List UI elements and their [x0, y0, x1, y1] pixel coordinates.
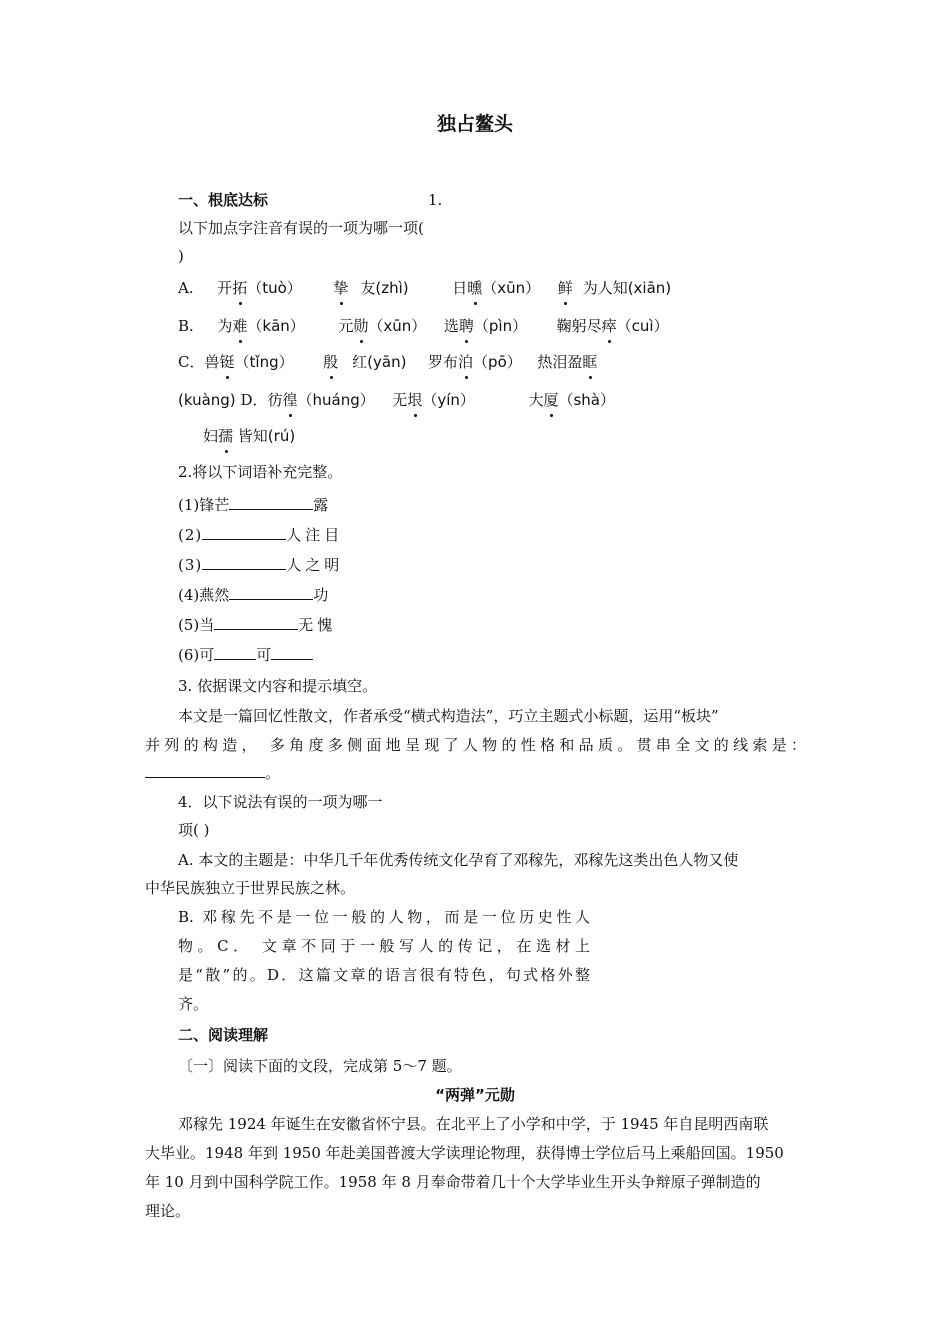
dotted-char: 厦: [543, 391, 559, 409]
pinyin: （pìn）: [473, 317, 528, 335]
option-text: 彷: [267, 391, 283, 409]
fill-blank[interactable]: [214, 614, 298, 630]
dotted-char: 鲜: [557, 279, 573, 297]
question-4-stem-line-2: 项( ): [178, 821, 210, 839]
dotted-char: 挚: [333, 279, 349, 297]
fill-blank[interactable]: [271, 644, 313, 660]
option-text: 为人知(xiān): [582, 279, 672, 297]
fill-blank[interactable]: [229, 494, 313, 510]
pinyin: 皆知(rú): [233, 427, 296, 445]
item-text: (1)锋芒: [178, 496, 230, 514]
option-text: 为: [217, 317, 233, 335]
q1-option-a: [178, 278, 671, 298]
q4-option-b-line-3: 是“散”的。D．这篇文章的语言很有特色，句式格外整: [178, 966, 590, 984]
dotted-char: 铤: [219, 353, 235, 371]
dotted-char: 瘁: [601, 317, 617, 335]
dotted-char: 难: [232, 317, 248, 335]
dotted-char: 孺: [218, 427, 234, 445]
option-text: 日: [452, 279, 468, 297]
option-text: 鞠躬尽: [556, 317, 602, 335]
pinyin: （shà）: [558, 391, 615, 409]
dotted-char: 曛: [467, 279, 483, 297]
fill-blank[interactable]: [202, 554, 286, 570]
item-text: 可: [256, 646, 272, 664]
q2-item-1: [178, 494, 328, 515]
question-3-stem: 3. 依据课文内容和提示填空。: [178, 677, 378, 695]
pinyin: （yín）: [422, 391, 475, 409]
fill-blank[interactable]: [214, 644, 256, 660]
question-1-stem: 以下加点字注音有误的一项为哪一项(: [178, 219, 424, 237]
fill-blank[interactable]: [202, 524, 286, 540]
pinyin: （cuì）: [616, 317, 669, 335]
item-text: (5)当: [178, 616, 215, 634]
dotted-char: 殷: [323, 353, 339, 371]
q4-option-a-line-2: 中华民族独立于世界民族之林。: [145, 879, 356, 897]
q3-paragraph-line-1: 本文是一篇回忆性散文，作者承受“横式构造法”，巧立主题式小标题，运用“板块”: [178, 707, 719, 725]
dotted-char: 勋: [353, 317, 369, 335]
option-text: 兽: [204, 353, 220, 371]
dotted-char: 徨: [282, 391, 298, 409]
reading-paragraph-line-2: 大毕业。1948 年到 1950 年赴美国普渡大学读理论物理，获得博士学位后马上乘船回国。1950: [145, 1144, 784, 1162]
pinyin: （tǐng）: [234, 353, 294, 371]
q1-option-d: [178, 390, 615, 410]
q3-answer-line: [145, 762, 280, 783]
pinyin: （tuò）: [247, 279, 302, 297]
q2-item-3: [178, 554, 343, 575]
q4-option-b-line-4: 齐。: [178, 995, 209, 1013]
pinyin: （huáng）: [297, 391, 375, 409]
pinyin: （kān）: [247, 317, 305, 335]
item-text: (4)燕然: [178, 586, 230, 604]
q1-option-d-cont: [203, 426, 295, 446]
q3-paragraph-line-2: 并列的构造， 多角度多侧面地呈现了人物的性格和品质。贯串全文的线索是：: [145, 736, 807, 754]
page-title: 独占鳌头: [436, 113, 513, 135]
option-text: 友(zhì): [360, 279, 409, 297]
dotted-char: 聘: [458, 317, 474, 335]
q4-option-b-line-1: B. 邓稼先不是一位一般的人物，而是一位历史性人: [178, 908, 590, 926]
pinyin: （xūn）: [368, 317, 427, 335]
question-2-stem: 2.将以下词语补充完整。: [178, 463, 343, 481]
dotted-char: 眶: [582, 353, 598, 371]
pinyin: （xūn）: [482, 279, 541, 297]
q1-option-b: [178, 316, 669, 336]
option-text: 开: [217, 279, 233, 297]
section-heading-2: 二、阅读理解: [178, 1026, 269, 1044]
question-1-stem-close: ): [178, 247, 184, 265]
reading-paragraph-line-1: 邓稼先 1924 年诞生在安徽省怀宁县。在北平上了小学和中学，于 1945 年自昆明西南联: [178, 1115, 769, 1133]
item-text: 人注目: [286, 526, 344, 544]
option-text: 红(yān): [352, 353, 407, 371]
option-text: 大: [528, 391, 544, 409]
option-text: 选: [443, 317, 459, 335]
q2-item-4: [178, 584, 328, 605]
item-text: 露: [313, 496, 329, 514]
q2-item-6: [178, 644, 313, 665]
reading-intro: 〔一〕阅读下面的文段，完成第 5～7 题。: [178, 1057, 462, 1075]
option-text: 妇: [203, 427, 219, 445]
option-text: 罗布: [428, 353, 459, 371]
reading-paragraph-line-4: 理论。: [145, 1202, 191, 1220]
option-label: B.: [178, 317, 194, 335]
fill-blank[interactable]: [145, 762, 265, 778]
dotted-char: 垠: [407, 391, 423, 409]
item-text: (6)可: [178, 646, 215, 664]
option-text: 元: [338, 317, 354, 335]
item-text: 无愧: [298, 616, 337, 634]
option-text: 热泪盈: [537, 353, 583, 371]
option-label: C．: [178, 353, 205, 371]
reading-paragraph-line-3: 年 10 月到中国科学院工作。1958 年 8 月奉命带着几十个大学毕业生开头争辩原子弹制造的: [145, 1173, 761, 1191]
fill-blank[interactable]: [229, 584, 313, 600]
option-text: 无: [392, 391, 408, 409]
q4-option-a-line-1: A. 本文的主题是：中华几千年优秀传统文化孕育了邓稼先，邓稼先这类出色人物又使: [178, 851, 739, 869]
q1-option-c: [178, 352, 597, 372]
item-text: (2): [178, 526, 203, 544]
item-text: 功: [313, 586, 329, 604]
dotted-char: 拓: [232, 279, 248, 297]
option-label: A.: [178, 279, 194, 297]
pinyin: (kuàng): [178, 391, 236, 409]
q2-item-2: [178, 524, 343, 545]
section-heading-1: 一、根底达标: [178, 191, 269, 209]
q2-item-5: [178, 614, 336, 635]
question-4-stem-line-1: 4．以下说法有误的一项为哪一: [178, 793, 383, 811]
reading-subtitle: “两弹”元勋: [435, 1086, 515, 1104]
dotted-char: 泊: [458, 353, 474, 371]
q4-option-b-line-2: 物。C． 文章不同于一般写人的传记，在选材上: [178, 937, 590, 955]
item-text: 人之明: [286, 556, 344, 574]
item-text: 。: [265, 764, 281, 782]
pinyin: （pō）: [473, 353, 522, 371]
item-text: (3): [178, 556, 203, 574]
question-1-number: 1.: [428, 191, 443, 209]
option-label: D．: [240, 391, 268, 409]
